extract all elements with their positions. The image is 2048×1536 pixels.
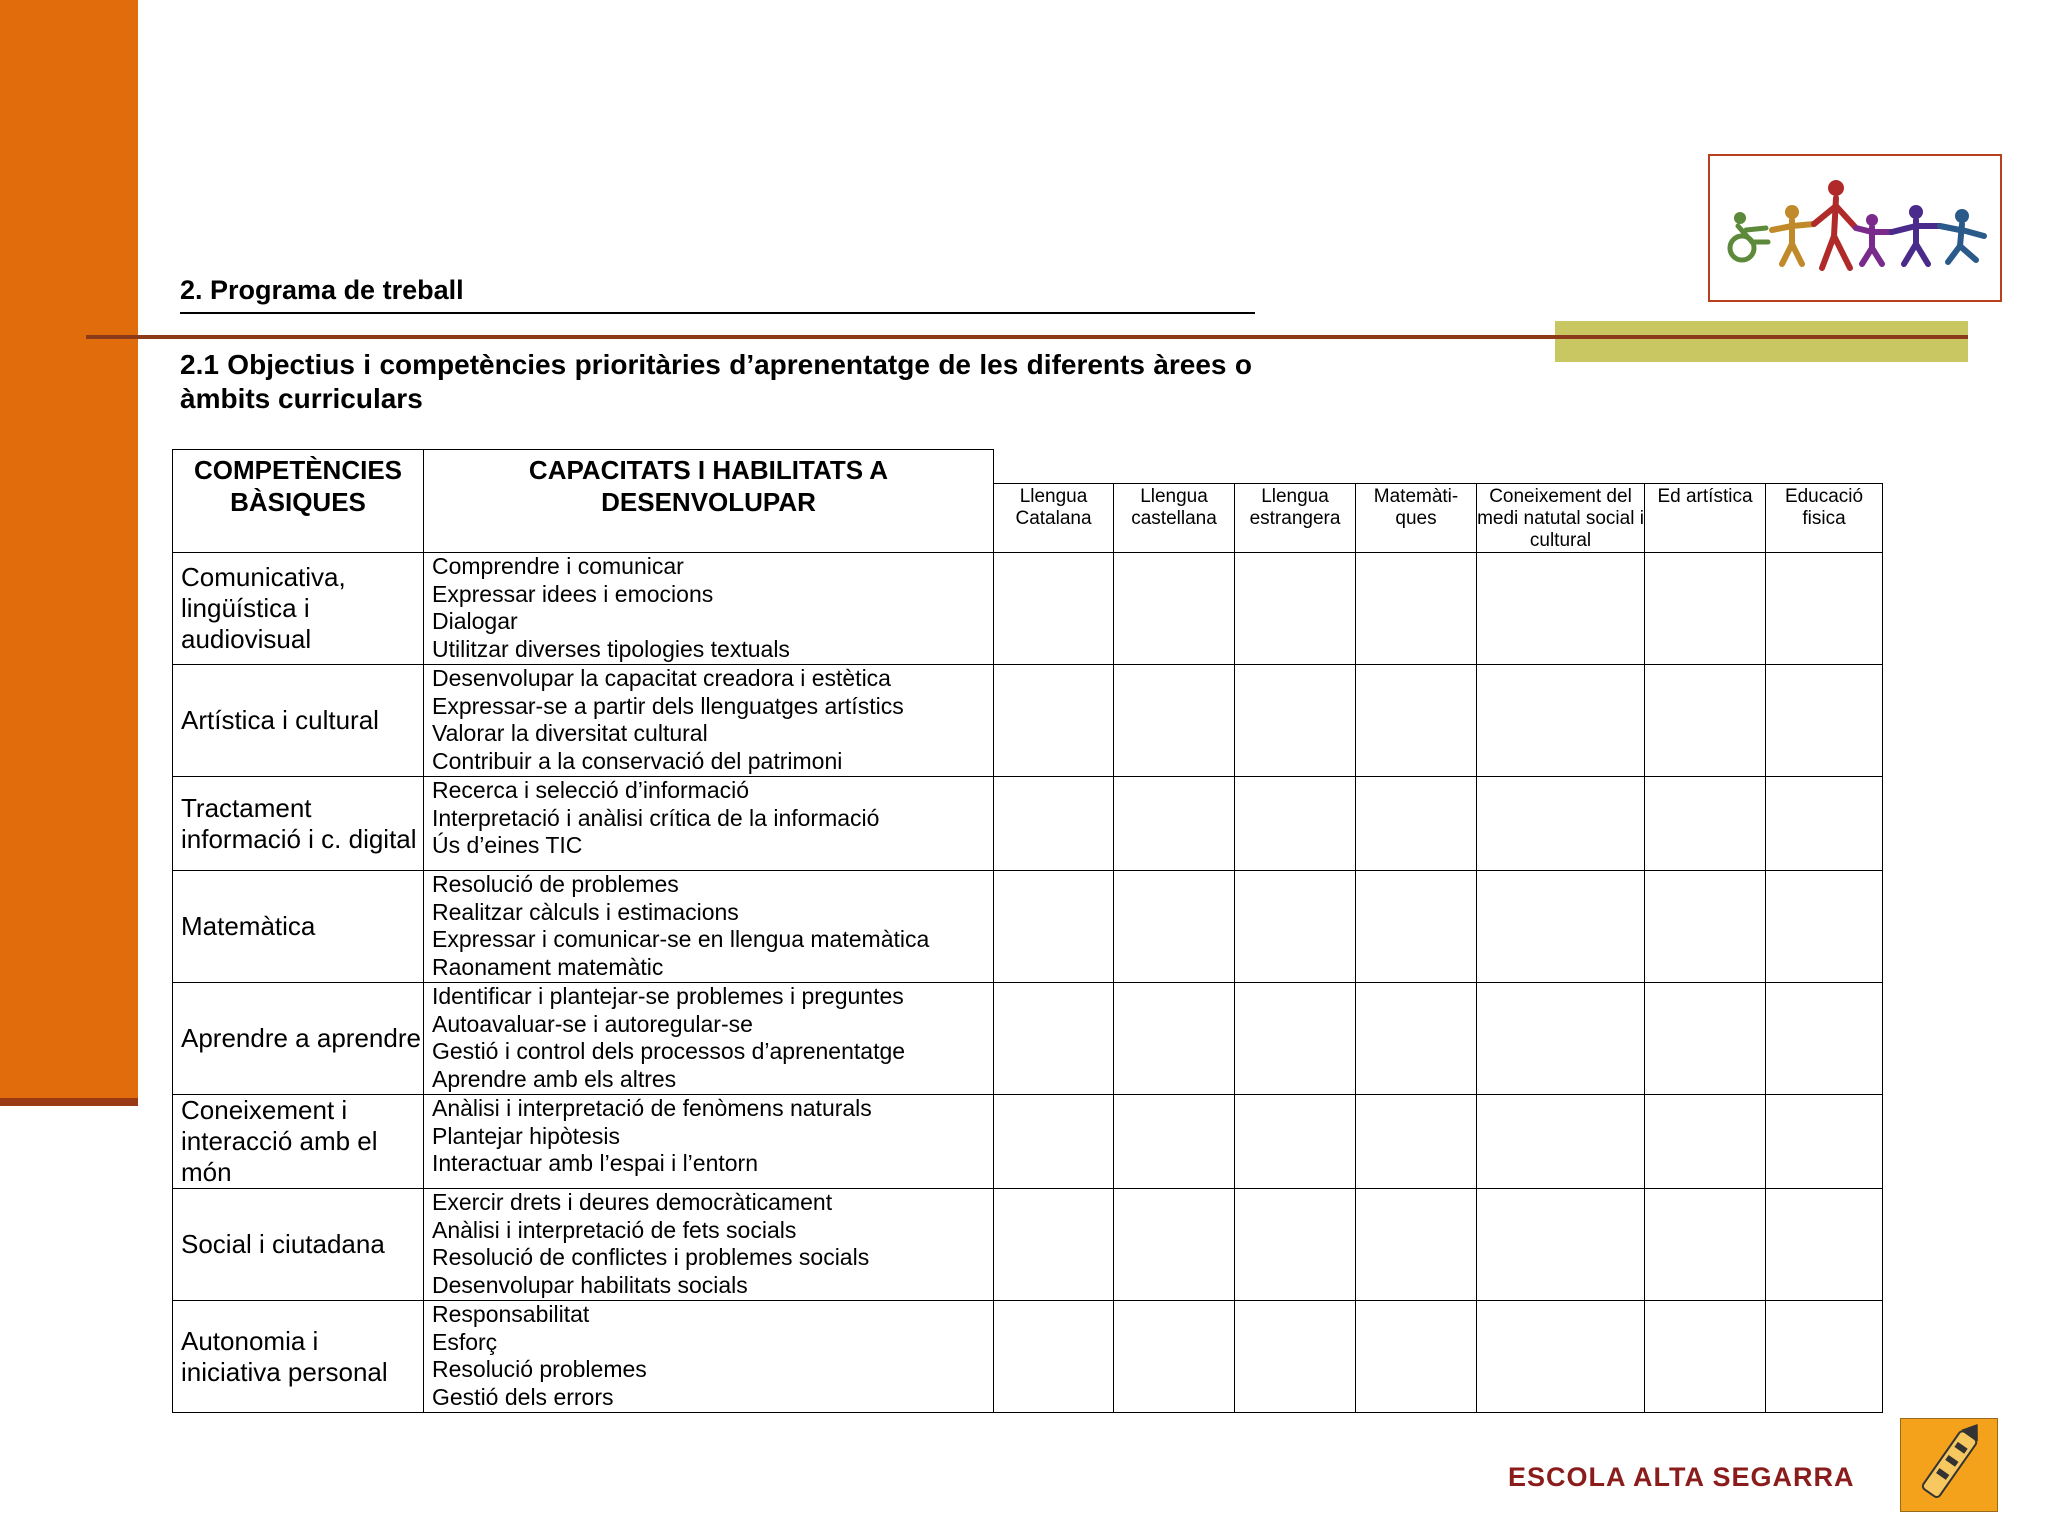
empty-grid-cell [1766,871,1883,983]
capacitat-item: Aprendre amb els altres [432,1065,677,1092]
table-row [173,665,1883,777]
capacitat-item: Interpretació i anàlisi crítica de la informació [432,804,880,831]
capacitat-item: Desenvolupar la capacitat creadora i estètica [432,665,891,691]
empty-grid-cell [1114,777,1235,871]
empty-grid-cell [1766,777,1883,871]
empty-grid-cell [1235,553,1356,665]
empty-grid-cell [1477,1095,1645,1189]
empty-grid-cell [1645,983,1766,1095]
capacitat-item: Contribuir a la conservació del patrimoni [432,747,843,774]
capacitat-item: Plantejar hipòtesis [432,1122,620,1149]
area-header: Llengua Catalana [994,484,1114,553]
capacitats-cell [424,983,994,1095]
capacitat-item: Expressar idees i emocions [432,580,714,607]
empty-grid-cell [1114,1095,1235,1189]
capacitats-cell [424,1189,994,1301]
capacitat-item: Gestió i control dels processos d’aprenentatge [432,1038,906,1064]
capacitat-item: Recerca i selecció d’informació [432,777,750,803]
empty-grid-cell [994,983,1114,1095]
empty-grid-cell [1356,665,1477,777]
capacitats-cell [424,665,994,777]
empty-grid-cell [1356,553,1477,665]
header-capacitats: CAPACITATS I HABILITATS A DESENVOLUPAR [424,450,994,553]
school-name: ESCOLA ALTA SEGARRA [1508,1462,1855,1492]
table-row [173,1189,1883,1301]
empty-grid-cell [1645,553,1766,665]
empty-grid-cell [1477,1301,1645,1413]
empty-grid-cell [994,871,1114,983]
empty-grid-cell [1235,871,1356,983]
section-title: 2. Programa de treball [180,275,1255,314]
empty-grid-cell [1356,1095,1477,1189]
capacitat-item: Resolució de problemes [432,871,679,897]
empty-grid-cell [1645,871,1766,983]
competencia-cell: Autonomia i iniciativa personal [173,1301,424,1413]
header-row-top [173,450,1883,484]
left-accent-bar-edge [0,1098,138,1106]
empty-grid-cell [1766,1189,1883,1301]
empty-grid-cell [994,777,1114,871]
empty-grid-cell [1477,777,1645,871]
area-header: Llengua castellana [1114,484,1235,553]
capacitat-item: Anàlisi i interpretació de fets socials [432,1216,797,1243]
capacitat-item: Expressar i comunicar-se en llengua matemàtica [432,926,930,952]
empty-grid-cell [1114,553,1235,665]
capacitat-item: Interactuar amb l’espai i l’entorn [432,1150,758,1176]
capacitat-item: Resolució de conflictes i problemes socials [432,1244,870,1270]
empty-grid-cell [1645,1301,1766,1413]
empty-grid-cell [1114,983,1235,1095]
capacitat-item: Esforç [432,1328,498,1355]
empty-grid-cell [1356,983,1477,1095]
area-header: Educació fisica [1766,484,1883,553]
capacitats-cell [424,777,994,871]
decorative-olive-block [1555,321,1968,362]
empty-grid-cell [1114,1189,1235,1301]
empty-grid-cell [1477,1189,1645,1301]
area-header: Matemàti-ques [1356,484,1477,553]
capacitat-item: Resolució problemes [432,1356,647,1382]
empty-grid-cell [1114,871,1235,983]
empty-grid-cell [1356,1301,1477,1413]
empty-grid-cell [994,1095,1114,1189]
header-spacer [994,450,1883,484]
table-row [173,777,1883,871]
competencia-cell: Artística i cultural [173,665,424,777]
area-header: Coneixement del medi natutal social i cultural [1477,484,1645,553]
competencia-cell: Comunicativa, lingüística i audiovisual [173,553,424,665]
empty-grid-cell [1766,665,1883,777]
empty-grid-cell [1645,1189,1766,1301]
empty-grid-cell [994,1189,1114,1301]
capacitat-item: Gestió dels errors [432,1383,614,1410]
empty-grid-cell [1477,553,1645,665]
empty-grid-cell [1477,983,1645,1095]
empty-grid-cell [1235,665,1356,777]
competencia-cell: Aprendre a aprendre [173,983,424,1095]
empty-grid-cell [994,1301,1114,1413]
capacitat-item: Anàlisi i interpretació de fenòmens naturals [432,1095,872,1121]
capacitat-item: Exercir drets i deures democràticament [432,1189,833,1215]
table-row [173,553,1883,665]
capacitats-cell [424,871,994,983]
empty-grid-cell [1645,777,1766,871]
table-row [173,1301,1883,1413]
capacitats-cell [424,1095,994,1189]
empty-grid-cell [1356,871,1477,983]
capacitat-item: Expressar-se a partir dels llenguatges artístics [432,692,904,719]
empty-grid-cell [1645,665,1766,777]
subheading: 2.1 Objectius i competències prioritàries d’aprenentatge de les diferents àrees o àmbits curriculars [180,349,1252,414]
empty-grid-cell [1235,1301,1356,1413]
empty-grid-cell [994,553,1114,665]
competencies-table [172,449,1883,1413]
empty-grid-cell [1235,1095,1356,1189]
capacitat-item: Dialogar [432,608,518,634]
capacitat-item: Realitzar càlculs i estimacions [432,898,739,925]
empty-grid-cell [1766,553,1883,665]
empty-grid-cell [1114,665,1235,777]
competencia-cell: Matemàtica [173,871,424,983]
empty-grid-cell [1645,1095,1766,1189]
capacitat-item: Raonament matemàtic [432,953,664,980]
competencia-cell: Social i ciutadana [173,1189,424,1301]
empty-grid-cell [1356,777,1477,871]
empty-grid-cell [1766,983,1883,1095]
area-header: Ed artística [1645,484,1766,553]
capacitat-item: Ús d’eines TIC [432,832,583,858]
empty-grid-cell [1356,1189,1477,1301]
capacitats-cell [424,553,994,665]
left-accent-bar [0,0,138,1100]
pencil-tower-icon [1900,1418,1998,1512]
capacitat-item: Autoavaluar-se i autoregular-se [432,1010,753,1037]
competencia-cell: Tractament informació i c. digital [173,777,424,871]
capacitats-cell [424,1301,994,1413]
competencia-cell: Coneixement i interacció amb el món [173,1095,424,1189]
family-figures-logo-icon [1708,154,2002,302]
capacitat-item: Comprendre i comunicar [432,553,684,579]
table-row [173,983,1883,1095]
empty-grid-cell [1235,983,1356,1095]
empty-grid-cell [1477,665,1645,777]
capacitat-item: Identificar i plantejar-se problemes i preguntes [432,983,904,1009]
capacitat-item: Utilitzar diverses tipologies textuals [432,635,790,662]
empty-grid-cell [1766,1301,1883,1413]
empty-grid-cell [1766,1095,1883,1189]
empty-grid-cell [1235,777,1356,871]
capacitat-item: Desenvolupar habilitats socials [432,1271,748,1298]
header-competencies: COMPETÈNCIES BÀSIQUES [173,450,424,553]
area-header: Llengua estrangera [1235,484,1356,553]
empty-grid-cell [994,665,1114,777]
empty-grid-cell [1235,1189,1356,1301]
capacitat-item: Responsabilitat [432,1301,590,1327]
table-row [173,1095,1883,1189]
empty-grid-cell [1114,1301,1235,1413]
capacitat-item: Valorar la diversitat cultural [432,720,708,746]
table-row [173,871,1883,983]
empty-grid-cell [1477,871,1645,983]
